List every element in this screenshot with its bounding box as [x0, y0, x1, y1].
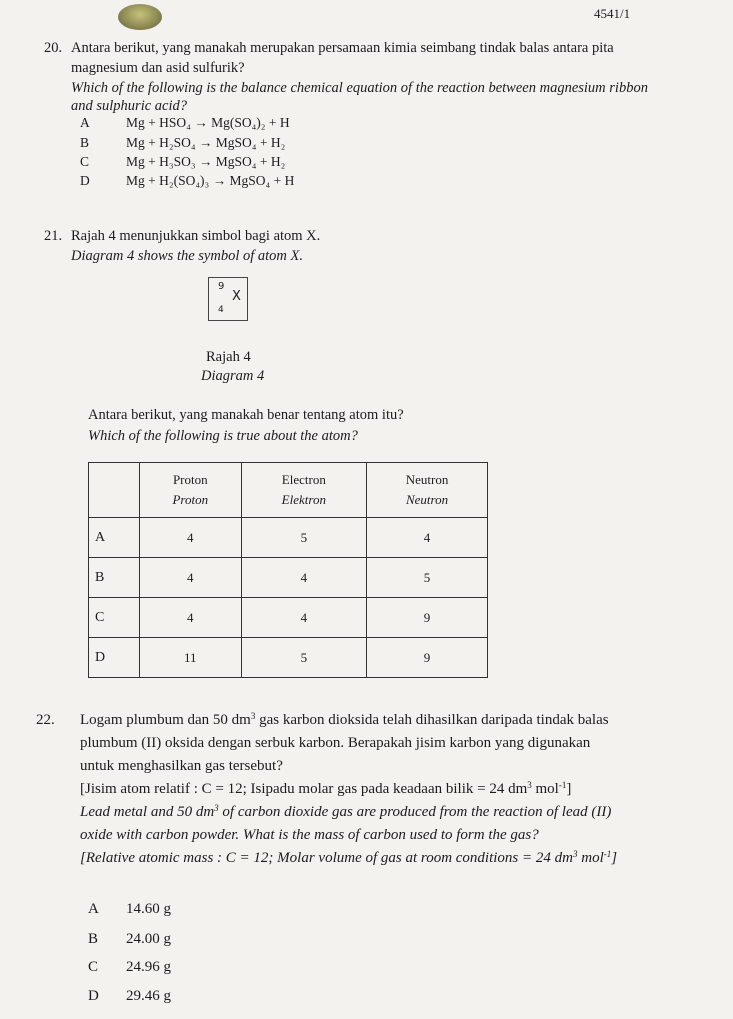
- question-22-malay-data: [80, 778, 571, 801]
- diagram-caption-english: Diagram 4: [201, 368, 265, 384]
- cell-proton: 4: [140, 518, 242, 558]
- option-letter: A: [80, 115, 90, 130]
- question-20-option-c[interactable]: [80, 152, 285, 172]
- option-letter: D: [88, 988, 99, 1004]
- cell-electron: 5: [241, 518, 367, 558]
- option-value: 24.96 g: [126, 959, 171, 975]
- option-letter: C: [88, 959, 99, 975]
- header-label-malay: Proton: [172, 472, 208, 487]
- question-20-option-b[interactable]: [80, 133, 285, 153]
- hole-punch-mark: [118, 4, 162, 30]
- cell-neutron: 4: [367, 518, 488, 558]
- text-part: Lead metal and 50 dm: [80, 804, 215, 820]
- option-letter: D: [80, 173, 90, 188]
- question-22-english-line2: oxide with carbon powder. What is the mass of carbon used to form the gas?: [80, 827, 539, 843]
- question-20-option-a[interactable]: [80, 113, 290, 133]
- text-part: ]: [566, 781, 572, 797]
- question-22-malay-line2: plumbum (II) oksida dengan serbuk karbon. Berapakah jisim karbon yang digunakan: [80, 735, 591, 751]
- row-letter: A: [89, 518, 140, 558]
- question-21-english-stem: Diagram 4 shows the symbol of atom X.: [71, 248, 303, 264]
- answer-table: [88, 462, 488, 678]
- cell-electron: 5: [241, 638, 367, 678]
- option-value: 14.60 g: [126, 901, 171, 917]
- header-label-english: Proton: [172, 492, 209, 507]
- table-corner-cell: [89, 463, 140, 518]
- question-21-malay-question: Antara berikut, yang manakah benar tentang atom itu?: [88, 407, 404, 423]
- option-equation: Mg + H₂(SO₄)₃ → MgSO₄ + H: [126, 173, 295, 188]
- table-row[interactable]: [89, 598, 488, 638]
- option-equation: Mg + H₂SO₄ → MgSO₄ + H₂: [126, 135, 286, 150]
- header-label-malay: Electron: [281, 472, 326, 487]
- option-letter: A: [88, 901, 99, 917]
- text-part: mol: [577, 850, 604, 866]
- text-part: ]: [611, 850, 618, 866]
- superscript: -1: [558, 780, 567, 790]
- diagram-caption-malay: Rajah 4: [206, 349, 251, 365]
- mass-number: 9: [218, 281, 225, 292]
- table-row[interactable]: [89, 518, 488, 558]
- question-22-option-d[interactable]: [88, 985, 171, 1008]
- option-value: 24.00 g: [126, 931, 171, 947]
- atom-symbol-box: [208, 277, 248, 321]
- text-part: [Jisim atom relatif : C = 12; Isipadu molar gas pada keadaan bilik = 24 dm: [80, 781, 528, 797]
- question-20-number: 20.: [44, 40, 63, 56]
- superscript: 3: [572, 849, 578, 859]
- text-part: gas karbon dioksida telah dihasilkan daripada tindak balas: [255, 712, 609, 728]
- cell-proton: 11: [140, 638, 242, 678]
- row-letter: B: [89, 558, 140, 598]
- question-20-option-d[interactable]: [80, 171, 294, 191]
- cell-proton: 4: [140, 558, 242, 598]
- cell-neutron: 9: [367, 638, 488, 678]
- text-part: mol: [531, 781, 559, 797]
- header-neutron: [367, 463, 488, 518]
- question-21-english-question: Which of the following is true about the atom?: [88, 428, 358, 444]
- text-part: Logam plumbum dan 50 dm: [80, 712, 251, 728]
- text-part: of carbon dioxide gas are produced from the reaction of lead (II): [218, 804, 612, 820]
- superscript: 3: [527, 780, 532, 790]
- question-22-malay-line3: untuk menghasilkan gas tersebut?: [80, 758, 283, 774]
- table-header-row: [89, 463, 488, 518]
- cell-proton: 4: [140, 598, 242, 638]
- question-22-malay-line1: [80, 709, 609, 732]
- superscript: 3: [250, 711, 256, 721]
- question-20-malay-line2: magnesium dan asid sulfurik?: [71, 60, 245, 76]
- question-21-malay-stem: Rajah 4 menunjukkan simbol bagi atom X.: [71, 228, 321, 244]
- question-20-english-line2: and sulphuric acid?: [71, 98, 187, 114]
- row-letter: C: [89, 598, 140, 638]
- table-row[interactable]: [89, 638, 488, 678]
- header-label-english: Neutron: [405, 492, 449, 507]
- question-21-number: 21.: [44, 228, 63, 244]
- superscript: 3: [214, 803, 219, 813]
- element-symbol: X: [232, 289, 241, 304]
- question-20-english-line1: Which of the following is the balance chemical equation of the reaction between magnesium ribbon: [71, 80, 648, 96]
- header-proton: [140, 463, 242, 518]
- option-equation: Mg + HSO₄ → Mg(SO₄)₂ + H: [126, 115, 290, 130]
- option-equation: Mg + H₃SO₃ → MgSO₄ + H₂: [126, 154, 286, 169]
- cell-neutron: 9: [367, 598, 488, 638]
- row-letter: D: [89, 638, 140, 678]
- cell-electron: 4: [241, 598, 367, 638]
- superscript: -1: [603, 849, 612, 859]
- paper-code: 4541/1: [594, 6, 631, 21]
- header-label-english: Elektron: [281, 492, 326, 507]
- question-22-english-line1: [80, 801, 611, 824]
- table-row[interactable]: [89, 558, 488, 598]
- header-electron: [241, 463, 367, 518]
- question-22-english-data: [80, 847, 617, 870]
- question-22-option-a[interactable]: [88, 898, 171, 921]
- atomic-number: 4: [218, 305, 224, 315]
- cell-neutron: 5: [367, 558, 488, 598]
- text-part: [Relative atomic mass : C = 12; Molar volume of gas at room conditions = 24 dm: [80, 850, 573, 866]
- option-letter: B: [80, 135, 90, 150]
- option-letter: B: [88, 931, 99, 947]
- question-20-malay-line1: Antara berikut, yang manakah merupakan persamaan kimia seimbang tindak balas antara pita: [71, 40, 614, 56]
- header-label-malay: Neutron: [405, 472, 449, 487]
- option-letter: C: [80, 154, 90, 169]
- question-22-option-c[interactable]: [88, 956, 171, 979]
- question-22-option-b[interactable]: [88, 928, 171, 951]
- question-22-number: 22.: [36, 712, 55, 728]
- option-value: 29.46 g: [126, 988, 171, 1004]
- cell-electron: 4: [241, 558, 367, 598]
